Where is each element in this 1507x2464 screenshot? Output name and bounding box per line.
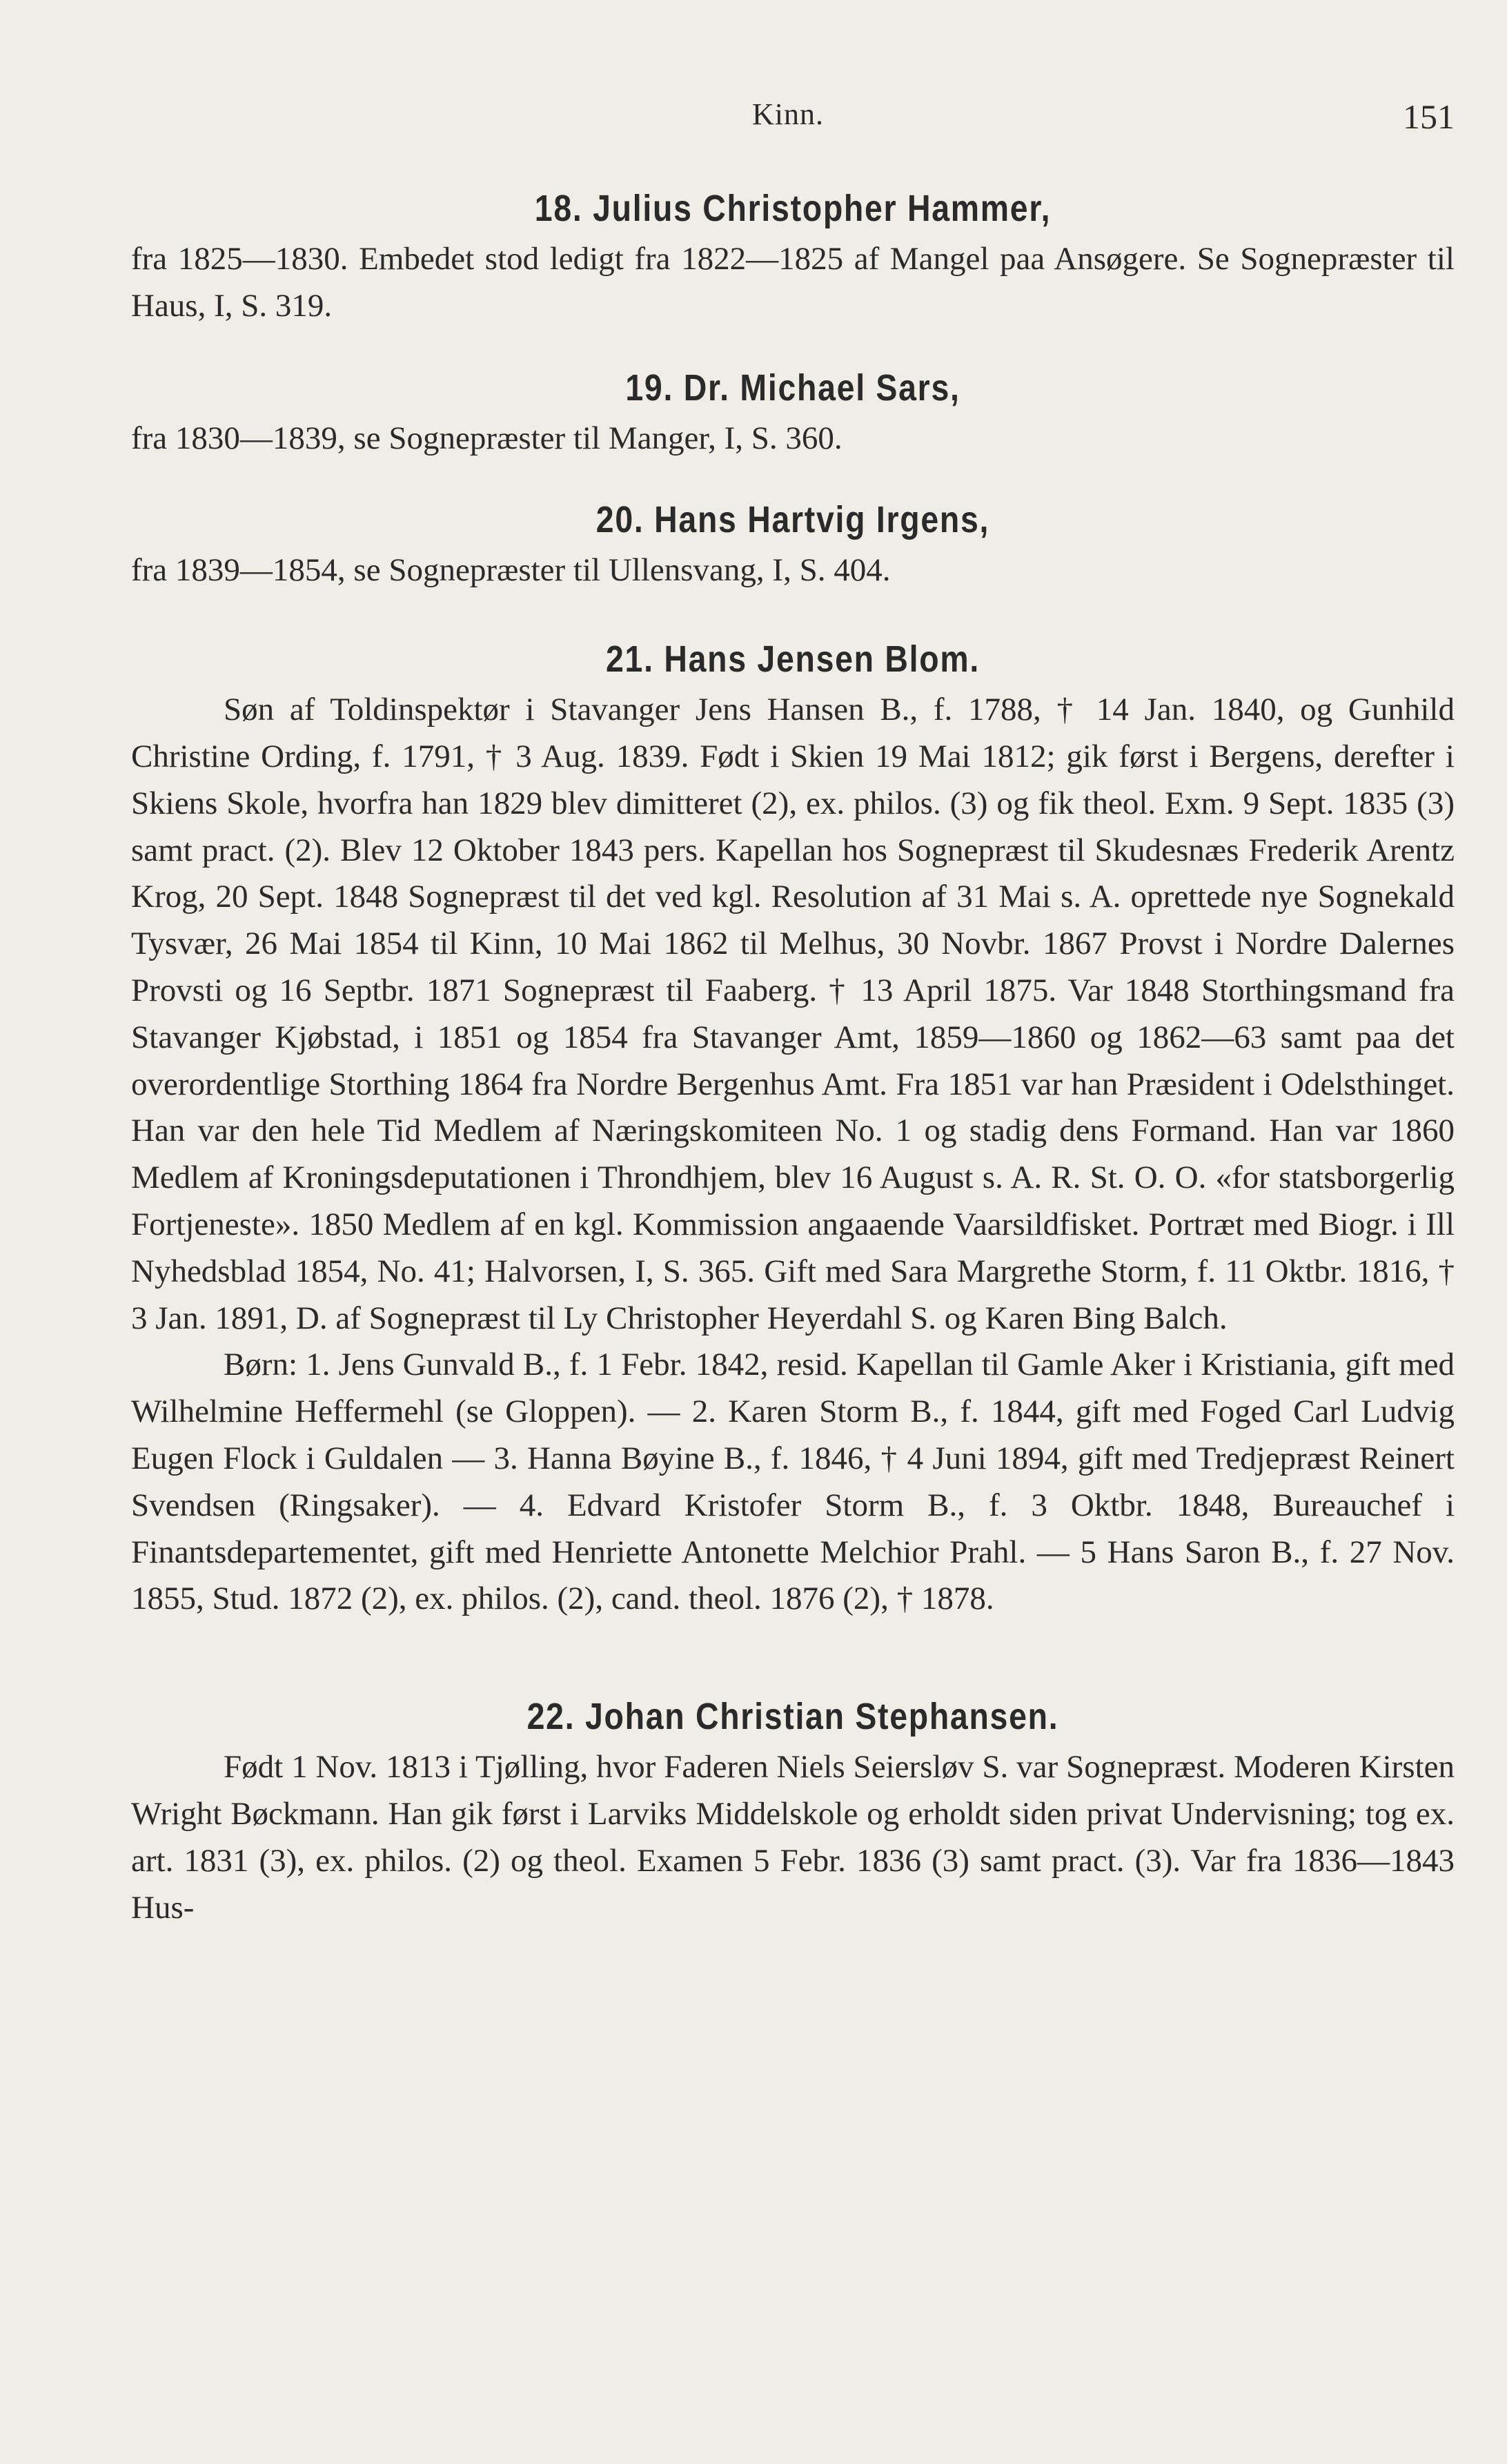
entry-heading: 19. Dr. Michael Sars, <box>625 366 961 409</box>
entry-22 <box>131 1689 1455 1931</box>
page-number: 151 <box>1403 97 1455 136</box>
entry-heading: 18. Julius Christopher Hammer, <box>534 188 1052 229</box>
page-body <box>131 181 1455 1931</box>
entry-20 <box>131 492 1455 594</box>
entry-paragraph: Børn: 1. Jens Gunvald B., f. 1 Febr. 1842, resid. Kapellan til Gamle Aker i Kristiania, gift med Wilhelmine Heffermehl (se Gloppen). — 2. Karen Storm B., f. 1844, gift med Foged Carl Ludvig Eugen Flock i Guldalen — 3. Hanna Bøyine B., f. 1846, † 4 Juni 1894, gift med Tredjepræst Reinert Svendsen (Ringsaker). — 4. Edvard Kristofer Storm B., f. 3 Oktbr. 1848, Bureauchef i Finantsdepartementet, gift med Henriette Antonette Melchior Prahl. — 5 Hans Saron B., f. 27 Nov. 1855, Stud. 1872 (2), ex. philos. (2), cand. theol. 1876 (2), † 1878. <box>131 1347 1455 1617</box>
entry-paragraph: fra 1830—1839, se Sognepræster til Manger, I, S. 360. <box>131 420 843 456</box>
entry-heading: 21. Hans Jensen Blom. <box>605 638 980 681</box>
entry-paragraph: Søn af Toldinspektør i Stavanger Jens Hansen B., f. 1788, † 14 Jan. 1840, og Gunhild Christine Ording, f. 1791, † 3 Aug. 1839. Født i Skien 19 Mai 1812; gik først i Bergens, derefter i Skiens Skole, hvorfra han 1829 blev dimitteret (2), ex. philos. (3) og fik theol. Exm. 9 Sept. 1835 (3) samt pract. (2). Blev 12 Oktober 1843 pers. Kapellan hos Sognepræst til Skudesnæs Frederik Arentz Krog, 20 Sept. 1848 Sognepræst til det ved kgl. Resolution af 31 Mai s. A. oprettede nye Sognekald Tysvær, 26 Mai 1854 til Kinn, 10 Mai 1862 til Melhus, 30 Novbr. 1867 Provst i Nordre Dalernes Provsti og 16 Septbr. 1871 Sognepræst til Faaberg. † 13 April 1875. Var 1848 Storthingsmand fra Stavanger Kjøbstad, i 1851 og 1854 fra Stavanger Amt, 1859—1860 og 1862—63 samt paa det overordentlige Storthing 1864 fra Nordre Bergenhus Amt. Fra 1851 var han Præsident i Odelsthinget. Han var den hele Tid Medlem af Næringskomiteen No. 1 og stadig dens Formand. Han var 1860 Medlem af Kroningsdeputationen i Throndhjem, blev 16 August s. A. R. St. O. O. «for statsborgerlig Fortjeneste». 1850 Medlem af en kgl. Kommission angaaende Vaarsildfisket. Portræt med Biogr. i Ill Nyhedsblad 1854, No. 41; Halvorsen, I, S. 365. Gift med Sara Margrethe Storm, f. 11 Oktbr. 1816, † 3 Jan. 1891, D. af Sognepræst til Ly Christopher Heyerdahl S. og Karen Bing Balch. <box>131 692 1455 1336</box>
entry-heading: 22. Johan Christian Stephansen. <box>526 1696 1059 1738</box>
entry-paragraph: Født 1 Nov. 1813 i Tjølling, hvor Faderen Niels Seiersløv S. var Sognepræst. Moderen Kirsten Wright Bøckmann. Han gik først i Larviks Middelskole og erholdt siden privat Undervisning; tog ex. art. 1831 (3), ex. philos. (2) og theol. Examen 5 Febr. 1836 (3) samt pract. (3). Var fra 1836—1843 Hus- <box>131 1749 1455 1926</box>
entry-heading: 20. Hans Hartvig Irgens, <box>595 499 990 541</box>
entry-paragraph: fra 1839—1854, se Sognepræster til Ullensvang, I, S. 404. <box>131 552 891 589</box>
entry-18 <box>131 181 1455 330</box>
entry-21 <box>131 632 1455 1623</box>
running-header: Kinn. <box>752 97 824 131</box>
entry-paragraph: fra 1825—1830. Embedet stod ledigt fra 1822—1825 af Mangel paa Ansøgere. Se Sognepræster til Haus, I, S. 319. <box>131 241 1455 324</box>
entry-19 <box>131 360 1455 462</box>
